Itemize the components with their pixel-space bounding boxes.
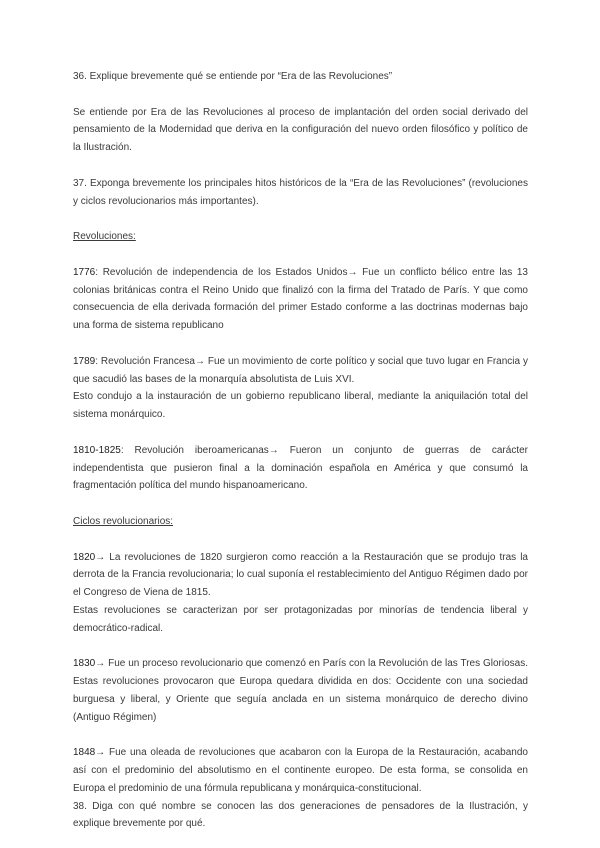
- description: → Fue una oleada de revoluciones que acabaron con la Europa de la Restauración, acabando así con el predominio del absolutismo en el continente europeo. De esta forma, se consolida en Europa el predominio de una fórmula republicana y monárquica-constitucional.: [73, 747, 528, 794]
- ciclo-1820-extra: Estas revoluciones se caracterizan por ser protagonizadas por minorías de tendencia liberal y democrático-radical.: [73, 604, 528, 634]
- question-38: 38. Diga con qué nombre se conocen las dos generaciones de pensadores de la Ilustración, y explique brevemente por qué.: [73, 800, 528, 830]
- revolucion-1789-extra: Esto condujo a la instauración de un gobierno republicano liberal, mediante la aniquilación total del sistema monárquico.: [73, 391, 528, 421]
- ciclo-1830: [73, 655, 528, 726]
- revolucion-1810-1825: [73, 442, 528, 495]
- description: : Revolución iberoamericanas→ Fueron un conjunto de guerras de carácter independentista que pusieron final a la dominación española en América y que consumó la fragmentación política del mundo hispanoamericano.: [73, 444, 528, 492]
- ciclos-heading: Ciclos revolucionarios:: [73, 515, 174, 527]
- ciclo-1820: [73, 549, 528, 602]
- description: → Fue un proceso revolucionario que comenzó en París con la Revolución de las Tres Gloriosas. Estas revoluciones provocaron que Europa quedara dividida en dos: Occidente con una sociedad burguesa y liberal, y Oriente que seguía anclada en un sistema monárquico de derecho divino (Antiguo Régimen): [73, 658, 528, 723]
- date: 1848: [73, 747, 96, 759]
- date: 1789: [73, 355, 96, 367]
- date: 1810-1825: [73, 444, 121, 456]
- date: 1820: [73, 551, 96, 563]
- description: : Revolución Francesa→ Fue un movimiento de corte político y social que tuvo lugar en Francia y que sacudió las bases de la monarquía absolutista de Luis XVI.: [73, 355, 528, 385]
- description: : Revolución de independencia de los Estados Unidos→ Fue un conflicto bélico entre las 13 colonias británicas contra el Reino Unido que finalizó con la firma del Tratado de París. Y que como consecuencia de ella derivada formación del primer Estado conforme a las doctrinas modernas bajo una forma de sistema republicano: [73, 266, 528, 332]
- document-page: [73, 68, 528, 833]
- question-37: 37. Exponga brevemente los principales hitos históricos de la “Era de las Revoluciones” (revoluciones y ciclos revolucionarios más importantes).: [73, 177, 528, 207]
- revoluciones-heading: Revoluciones:: [73, 231, 136, 243]
- description: → La revoluciones de 1820 surgieron como reacción a la Restauración que se produjo tras la derrota de la Francia revolucionaria; lo cual suponía el restablecimiento del Antiguo Régimen dado por el Congreso de Viena de 1815.: [73, 551, 528, 599]
- answer-36: Se entiende por Era de las Revoluciones al proceso de implantación del orden social derivado del pensamiento de la Modernidad que deriva en la configuración del nuevo orden filosófico y político de la Ilustración.: [73, 106, 528, 154]
- revolucion-1776: [73, 264, 528, 335]
- ciclo-1848: [73, 744, 528, 797]
- question-36: 36. Explique brevemente qué se entiende por “Era de las Revoluciones”: [73, 71, 393, 82]
- date: 1830: [73, 658, 96, 670]
- revolucion-1789: [73, 353, 528, 389]
- date: 1776: [73, 266, 96, 278]
